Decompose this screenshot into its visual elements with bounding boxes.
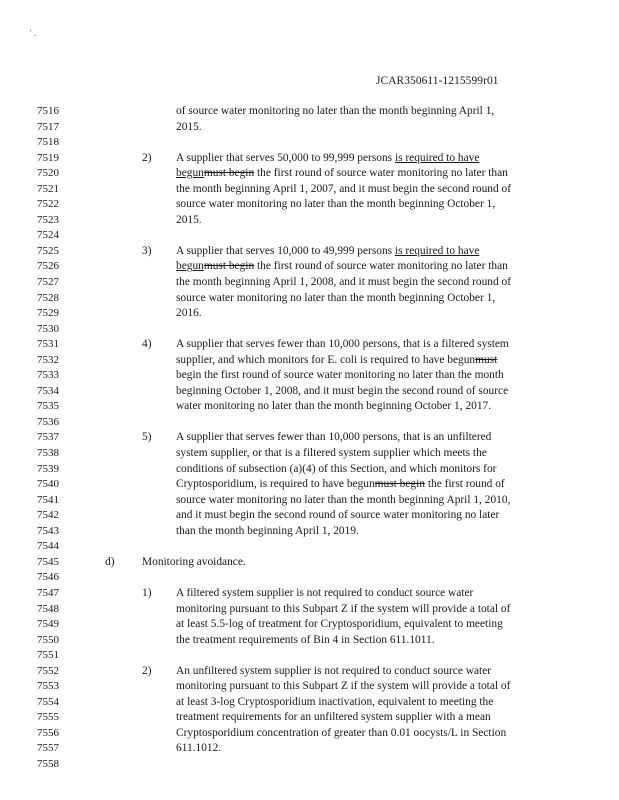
line-number: 7528 [37, 291, 59, 304]
line-text: A supplier that serves fewer than 10,000 persons, that is a filtered system [176, 338, 509, 351]
list-marker: 3) [142, 244, 152, 257]
text-line [0, 368, 619, 384]
line-text: treatment requirements for an unfiltered system supplier with a mean [176, 711, 491, 724]
line-text: at least 3-log Cryptosporidium inactivation, equivalent to meeting the [176, 695, 494, 708]
list-marker: 4) [142, 338, 152, 351]
line-number: 7527 [37, 276, 59, 289]
text-line [0, 710, 619, 726]
text-line [0, 275, 619, 291]
line-text: of source water monitoring no later than the month beginning April 1, [176, 105, 495, 117]
inserted-text: is required to have [394, 151, 480, 164]
line-text: the treatment requirements of Bin 4 in Section 611.1011. [176, 633, 435, 646]
blank-line [0, 322, 619, 338]
line-text: water monitoring no later than the month beginning October 1, 2017. [176, 400, 492, 413]
document-body [0, 104, 619, 773]
line-number: 7539 [37, 462, 59, 475]
line-number: 7521 [37, 182, 59, 195]
line-text: source water monitoring no later than the month beginning October 1, [176, 291, 496, 304]
list-item-3-start [0, 244, 619, 260]
line-number: 7525 [37, 244, 59, 257]
blank-line [0, 539, 619, 555]
line-number: 7548 [37, 602, 59, 615]
text-line [0, 695, 619, 711]
text-line [0, 617, 619, 633]
line-number: 7531 [37, 338, 59, 351]
line-text: system supplier, or that is a filtered system supplier which meets the [176, 447, 487, 460]
list-marker: 2) [142, 664, 152, 677]
list-item-d2-start [0, 664, 619, 680]
line-text: monitoring pursuant to this Subpart Z if the system will provide a total of [176, 680, 511, 693]
list-item-d1-start [0, 586, 619, 602]
blank-line [0, 648, 619, 664]
line-text: conditions of subsection (a)(4) of this Section, and which monitors for [176, 462, 497, 475]
line-text: begin the first round of source water monitoring no later than the month [176, 369, 504, 382]
line-text: monitoring pursuant to this Subpart Z if the system will provide a total of [176, 602, 511, 615]
text-line [0, 353, 619, 369]
line-text: Cryptosporidium concentration of greater than 0.01 oocysts/L in Section [176, 726, 507, 739]
inserted-text: is required to have [394, 244, 480, 257]
text-line [0, 462, 619, 478]
text-line [0, 291, 619, 307]
section-d-heading [0, 555, 619, 571]
line-number: 7516 [37, 105, 59, 117]
line-text: source water monitoring no later than the month beginning October 1, [176, 198, 496, 211]
corner-mark: ' . [30, 28, 37, 38]
text-line [0, 104, 619, 120]
line-number: 7518 [37, 136, 59, 149]
line-number: 7552 [37, 664, 59, 677]
line-text: Cryptosporidium, is required to have begun [176, 478, 375, 491]
line-text: 2016. [176, 307, 202, 320]
inserted-text: begun [176, 260, 204, 273]
line-number: 7543 [37, 524, 59, 537]
blank-line [0, 415, 619, 431]
line-number: 7554 [37, 695, 59, 708]
text-line [0, 493, 619, 509]
line-text: and it must begin the second round of source water monitoring no later [176, 509, 500, 522]
text-line [0, 741, 619, 757]
line-text: 611.1012. [176, 742, 222, 755]
text-line [0, 602, 619, 618]
blank-line [0, 570, 619, 586]
line-text: the month beginning April 1, 2008, and it must begin the second round of [176, 276, 512, 289]
text-line [0, 399, 619, 415]
text-line [0, 384, 619, 400]
text-line [0, 726, 619, 742]
blank-line [0, 228, 619, 244]
list-marker: 1) [142, 586, 152, 599]
section-title: Monitoring avoidance. [142, 555, 246, 568]
line-text: source water monitoring no later than the month beginning April 1, 2010, [176, 493, 511, 506]
line-number: 7549 [37, 618, 59, 631]
deleted-text: must begin [203, 167, 255, 180]
line-text: An unfiltered system supplier is not required to conduct source water [176, 664, 492, 677]
line-number: 7545 [37, 555, 59, 568]
text-line [0, 633, 619, 649]
line-number: 7519 [37, 151, 59, 164]
line-text: the first round of [424, 478, 505, 491]
line-text: supplier, and which monitors for E. coli is required to have begun [176, 353, 476, 366]
line-text: 2015. [176, 120, 202, 133]
text-line [0, 477, 619, 493]
line-text: than the month beginning April 1, 2019. [176, 524, 359, 537]
text-line [0, 197, 619, 213]
line-number: 7558 [37, 757, 59, 770]
line-number: 7542 [37, 509, 59, 522]
line-number: 7551 [37, 649, 59, 662]
line-text: A supplier that serves 10,000 to 49,999 persons [176, 244, 395, 257]
deleted-text: must begin [374, 478, 425, 491]
line-text: 2015. [176, 213, 202, 226]
line-number: 7517 [37, 120, 59, 133]
list-marker: 5) [142, 431, 152, 444]
line-number: 7523 [37, 213, 59, 226]
line-number: 7534 [37, 384, 59, 397]
line-text: the first round of source water monitoring no later than [254, 260, 508, 273]
line-number: 7538 [37, 447, 59, 460]
text-line [0, 182, 619, 198]
line-number: 7556 [37, 726, 59, 739]
list-item-2-start [0, 151, 619, 167]
section-marker: d) [105, 555, 115, 568]
text-line [0, 306, 619, 322]
line-text: A filtered system supplier is not required to conduct source water [176, 586, 474, 599]
line-number: 7536 [37, 415, 59, 428]
line-text: A supplier that serves fewer than 10,000 persons, that is an unfiltered [176, 431, 492, 444]
line-number: 7553 [37, 680, 59, 693]
line-text: beginning October 1, 2008, and it must begin the second round of source [176, 384, 509, 397]
text-line [0, 166, 619, 182]
line-number: 7544 [37, 540, 59, 553]
line-number: 7530 [37, 322, 59, 335]
list-item-5-start [0, 430, 619, 446]
text-line [0, 213, 619, 229]
line-text: at least 5.5-log of treatment for Cryptosporidium, equivalent to meeting [176, 618, 503, 631]
text-line [0, 524, 619, 540]
line-number: 7522 [37, 198, 59, 211]
line-number: 7557 [37, 742, 59, 755]
line-number: 7533 [37, 369, 59, 382]
line-number: 7546 [37, 571, 59, 584]
line-text: the month beginning April 1, 2007, and it must begin the second round of [176, 182, 512, 195]
blank-line [0, 135, 619, 151]
inserted-text: begun [176, 167, 204, 180]
line-number: 7550 [37, 633, 59, 646]
line-number: 7526 [37, 260, 59, 273]
line-text: the first round of source water monitoring no later than [254, 167, 508, 180]
list-item-4-start [0, 337, 619, 353]
text-line [0, 446, 619, 462]
line-number: 7541 [37, 493, 59, 506]
line-number: 7535 [37, 400, 59, 413]
line-number: 7520 [37, 167, 59, 180]
line-number: 7555 [37, 711, 59, 724]
list-marker: 2) [142, 151, 152, 164]
text-line [0, 120, 619, 136]
line-number: 7532 [37, 353, 59, 366]
deleted-text: must [475, 353, 498, 366]
line-number: 7540 [37, 478, 59, 491]
document-id-header: JCAR350611-1215599r01 [376, 75, 499, 87]
line-number: 7547 [37, 586, 59, 599]
text-line [0, 679, 619, 695]
line-number: 7529 [37, 307, 59, 320]
line-number: 7524 [37, 229, 59, 242]
deleted-text: must begin [203, 260, 255, 273]
blank-line [0, 757, 619, 773]
line-number: 7537 [37, 431, 59, 444]
line-text: A supplier that serves 50,000 to 99,999 persons [176, 151, 395, 164]
text-line [0, 508, 619, 524]
text-line [0, 259, 619, 275]
